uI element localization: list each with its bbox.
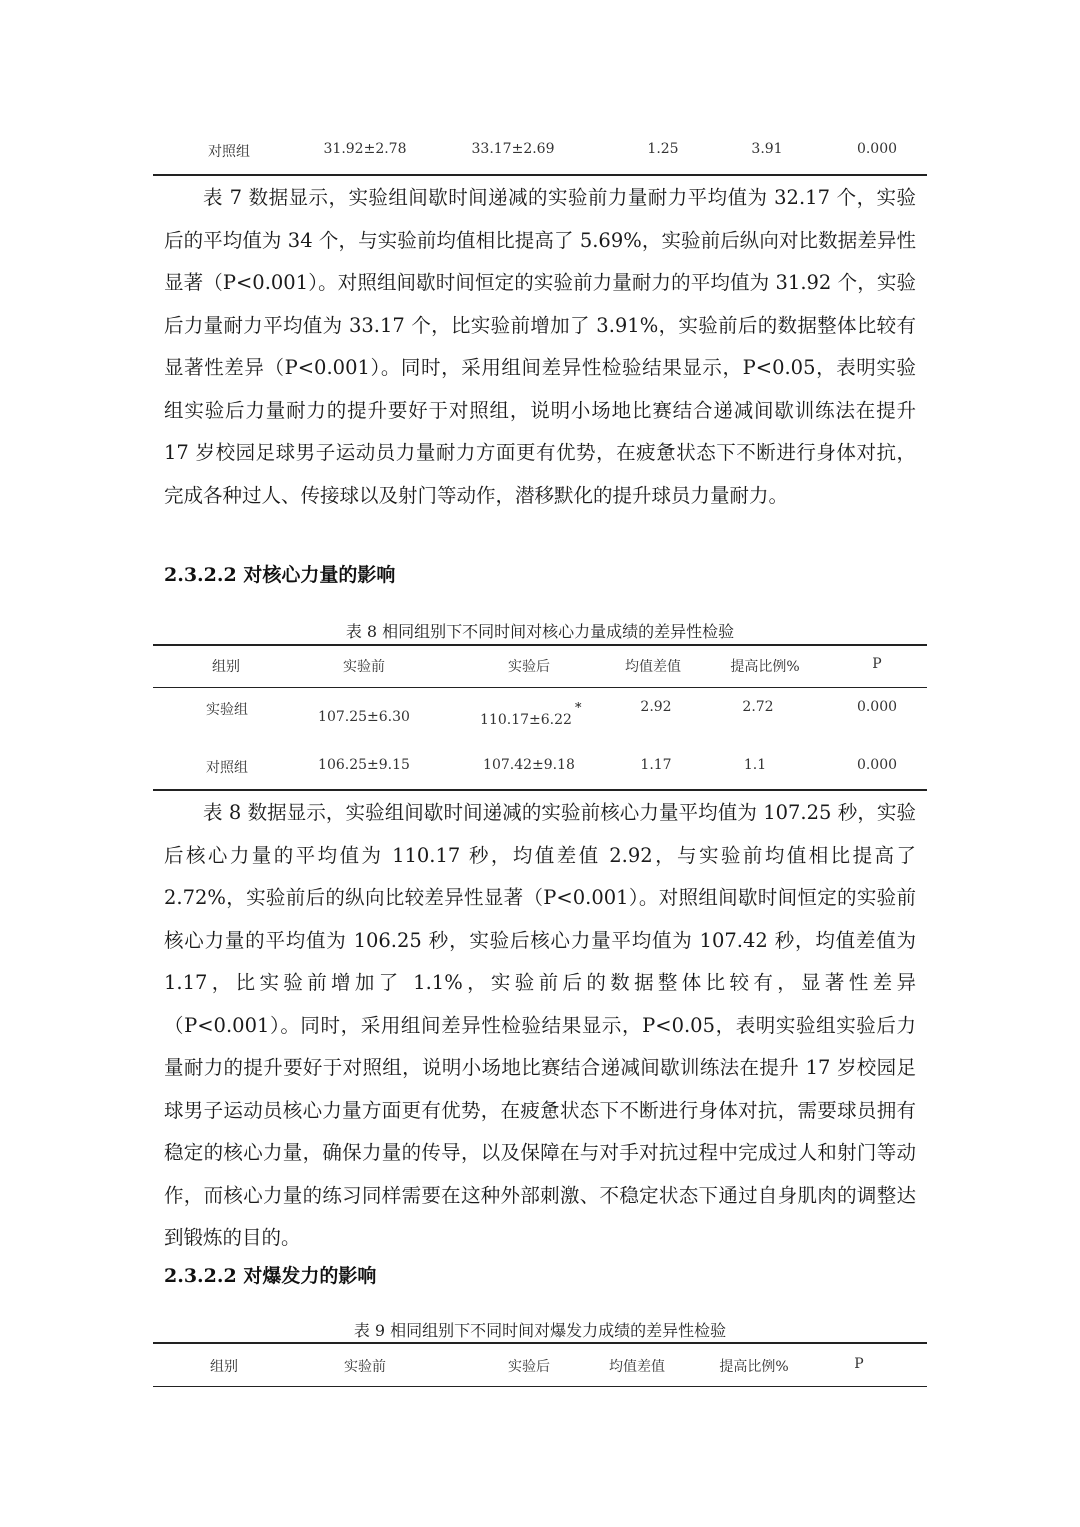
table8-header-cell: P (872, 656, 882, 672)
table9-header-cell: 提高比例% (719, 1359, 789, 1375)
paragraph-table8: 表 8 数据显示，实验组间歇时间递减的实验前核心力量平均值为 107.25 秒，实验后核心力量的平均值为 110.17 秒，均值差值 2.92，与实验前均值相比提高了 2.72%，实验前后的纵向比较差异性显著（P<0.001）。对照组间歇时间恒定的实验前核心力量的平均值为 106.25 秒，实验后核心力量平均值为 107.42 秒，均值差值为 1.17，比实验前增加了 1.1%，实验前后的数据整体比较有，显著性差异（P<0.001）。同时，采用组间差异性检验结果显示，P<0.05，表明实验组实验后力量耐力的提升要好于对照组，说明小场地比赛结合递减间歇训练法在提升 17 岁校园足球男子运动员核心力量方面更有优势，在疲惫状态下不断进行身体对抗，需要球员拥有稳定的核心力量，确保力量的传导，以及保障在与对手对抗过程中完成过人和射门等动作，而核心力量的练习同样需要在这种外部刺激、不稳定状态下通过自身肌肉的调整达到锻炼的目的。 (164, 801, 916, 1249)
table8-bottom-rule (153, 789, 927, 791)
table9-header-cell: 实验后 (508, 1359, 550, 1375)
table8-cell: 107.42±9.18 (483, 757, 575, 773)
table8-cell: 2.72 (742, 699, 774, 715)
table8-header-cell: 提高比例% (730, 659, 800, 675)
table8-header-cell: 组别 (212, 659, 240, 675)
table7-bottom-rule (153, 174, 927, 176)
table9-top-rule (153, 1342, 927, 1344)
table8-header-row (153, 656, 927, 686)
table7-row-control (153, 141, 927, 171)
table8-header-cell: 实验后 (508, 659, 550, 675)
table8-header-cell: 均值差值 (625, 659, 681, 675)
table7-cell: 对照组 (208, 144, 250, 160)
table7-cell: 0.000 (856, 141, 898, 157)
table8-cell: 对照组 (206, 760, 248, 776)
table8-cell: 1.1 (743, 757, 767, 773)
table8-cell: 107.25±6.30 (318, 709, 410, 725)
table8-caption: 表 8 相同组别下不同时间对核心力量成绩的差异性检验 (345, 622, 735, 641)
table7-cell: 31.92±2.78 (323, 141, 407, 157)
table8-cell: 0.000 (856, 757, 898, 773)
table9-caption: 表 9 相同组别下不同时间对爆发力成绩的差异性检验 (353, 1321, 727, 1340)
paragraph-table7: 表 7 数据显示，实验组间歇时间递减的实验前力量耐力平均值为 32.17 个，实验后的平均值为 34 个，与实验前均值相比提高了 5.69%，实验前后纵向对比数据差异性显著（P<0.001）。对照组间歇时间恒定的实验前力量耐力的平均值为 31.92 个，实验后力量耐力平均值为 33.17 个，比实验前增加了 3.91%，实验前后的数据整体比较有显著性差异（P<0.001）。同时，采用组间差异性检验结果显示，P<0.05，表明实验组实验后力量耐力的提升要好于对照组，说明小场地比赛结合递减间歇训练法在提升 17 岁校园足球男子运动员力量耐力方面更有优势，在疲惫状态下不断进行身体对抗，完成各种过人、传接球以及射门等动作，潜移默化的提升球员力量耐力。 (164, 186, 916, 507)
table8-header-cell: 实验前 (343, 659, 385, 675)
table8-row-control (153, 757, 927, 787)
table8-top-rule (153, 644, 927, 646)
table8-cell: 实验组 (206, 702, 248, 718)
significance-marker: * (575, 701, 582, 716)
table8-cell: 2.92 (640, 699, 672, 715)
table9-header-row (153, 1356, 927, 1386)
table9-header-rule (153, 1386, 927, 1387)
table9-header-cell: 组别 (210, 1359, 238, 1375)
table8-row-experimental (153, 699, 927, 729)
table8-cell: 110.17±6.22 (480, 712, 572, 728)
table7-cell: 3.91 (751, 141, 783, 157)
table9-header-cell: 实验前 (344, 1359, 386, 1375)
table8-cell: 106.25±9.15 (318, 757, 410, 773)
table7-cell: 1.25 (647, 141, 679, 157)
table7-cell: 33.17±2.69 (471, 141, 555, 157)
table8-cell: 1.17 (640, 757, 672, 773)
table8-cell: 0.000 (856, 699, 898, 715)
section-heading-explosive-power: 2.3.2.2 对爆发力的影响 (164, 1265, 377, 1287)
table9-header-cell: P (854, 1356, 864, 1372)
table9-header-cell: 均值差值 (609, 1359, 665, 1375)
section-heading-core-strength: 2.3.2.2 对核心力量的影响 (164, 564, 396, 586)
table8-header-rule (153, 687, 927, 688)
